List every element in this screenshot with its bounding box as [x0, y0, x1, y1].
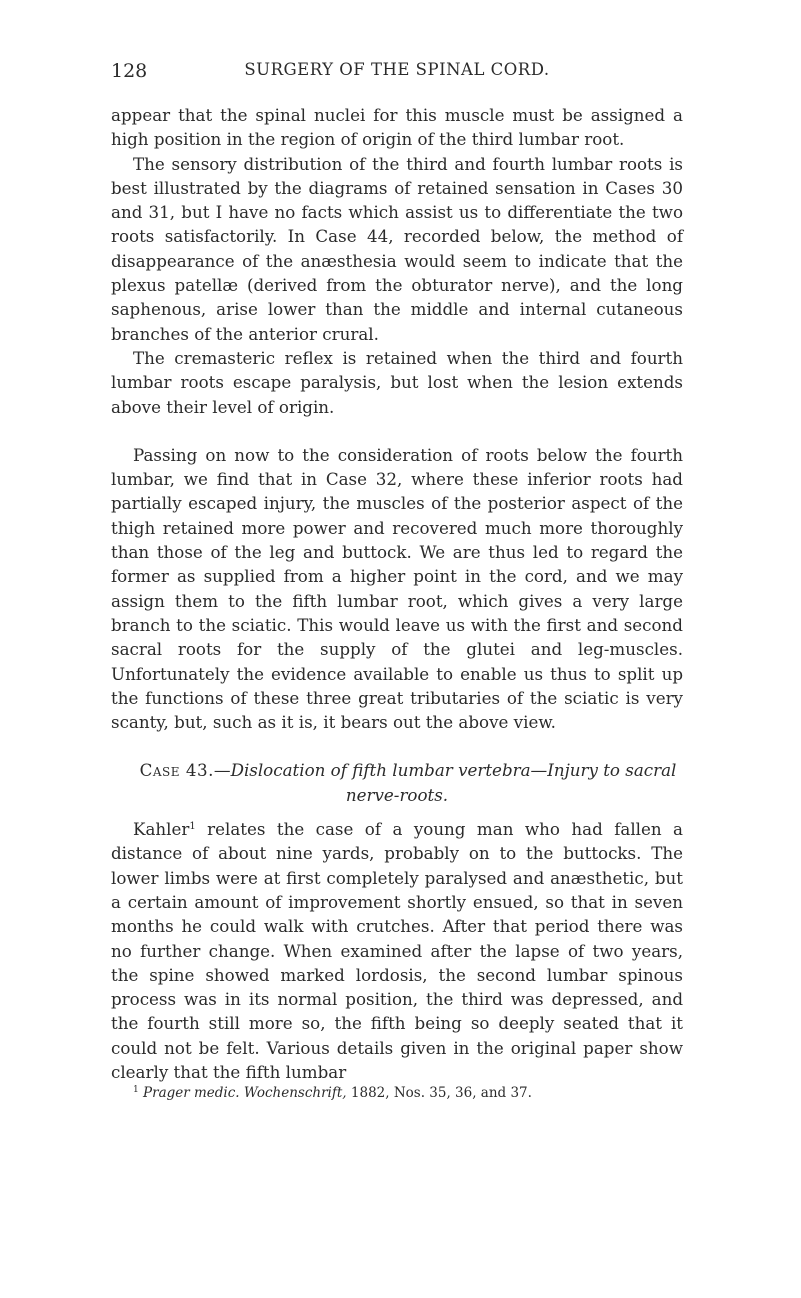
heading-gap	[111, 807, 683, 817]
footnote-mark: 1	[133, 1085, 139, 1096]
running-title: SURGERY OF THE SPINAL CORD.	[244, 60, 550, 79]
case-label: Case 43.	[139, 760, 214, 781]
page-number: 128	[111, 60, 148, 82]
paragraph: The cremasteric reflex is retained when the third and fourth lumbar roots escape paralysis, but lost when the lesion extends above their level of origin.	[111, 347, 683, 417]
paragraph: The sensory distribution of the third and fourth lumbar roots is best illustrated by the diagrams of retained sensation in Cases 30 and 31, but I have no facts which assist us to differentiate the two roots satisfactorily. In Case 44, recorded below, the method of disappearance of the anæsthesia would seem to indicate that the plexus patellæ (derived from the obturator nerve), and the long saphenous, arise lower than the middle and internal cutaneous branches of the anterior crural.	[111, 153, 683, 344]
case-heading	[111, 758, 683, 807]
case-author: Kahler	[133, 819, 190, 840]
page-header	[111, 60, 683, 82]
section-gap	[111, 419, 683, 443]
page-body	[111, 103, 683, 1102]
case-paragraph	[111, 817, 683, 1084]
footnote-details: 1882, Nos. 35, 36, and 37.	[346, 1085, 532, 1102]
case-title-line2: nerve-roots.	[345, 784, 449, 805]
case-text: relates the case of a young man who had fallen a distance of about nine yards, probably on to the buttocks. The lower limbs were at first completely paralysed and anæsthetic, but a certain amount of improvement shortly ensued, so that in seven months he could walk with crutches. After that period there was no further change. When examined after the lapse of two years, the spine showed marked lordosis, the second lumbar spinous process was in its normal position, the third was depressed, and the fourth still more so, the fifth being so deeply seated that it could not be felt. Various details given in the original paper show clearly that the fifth lumbar	[111, 819, 683, 1082]
case-title-line1: Dislocation of fifth lumbar vertebra—Injury to sacral	[230, 760, 677, 781]
footnote-source: Prager medic. Wochenschrift,	[143, 1085, 347, 1102]
case-dash: —	[213, 760, 231, 781]
section-gap	[111, 734, 683, 758]
paragraph: appear that the spinal nuclei for this muscle must be assigned a high position in the region of origin of the third lumbar root.	[111, 105, 683, 150]
footnote-reference[interactable]: 1	[189, 821, 196, 833]
paragraph: Passing on now to the consideration of roots below the fourth lumbar, we find that in Case 32, where these inferior roots had partially escaped injury, the muscles of the posterior aspect of the thigh retained more power and recovered much more thoroughly than those of the leg and buttock. We are thus led to regard the former as supplied from a higher point in the cord, and we may assign them to the fifth lumbar root, which gives a very large branch to the sciatic. This would leave us with the first and second sacral roots for the supply of the glutei and leg-muscles. Unfortunately the evidence available to enable us thus to split up the functions of these three great tributaries of the sciatic is very scanty, but, such as it is, it bears out the above view.	[111, 444, 683, 733]
footnote	[111, 1084, 683, 1102]
